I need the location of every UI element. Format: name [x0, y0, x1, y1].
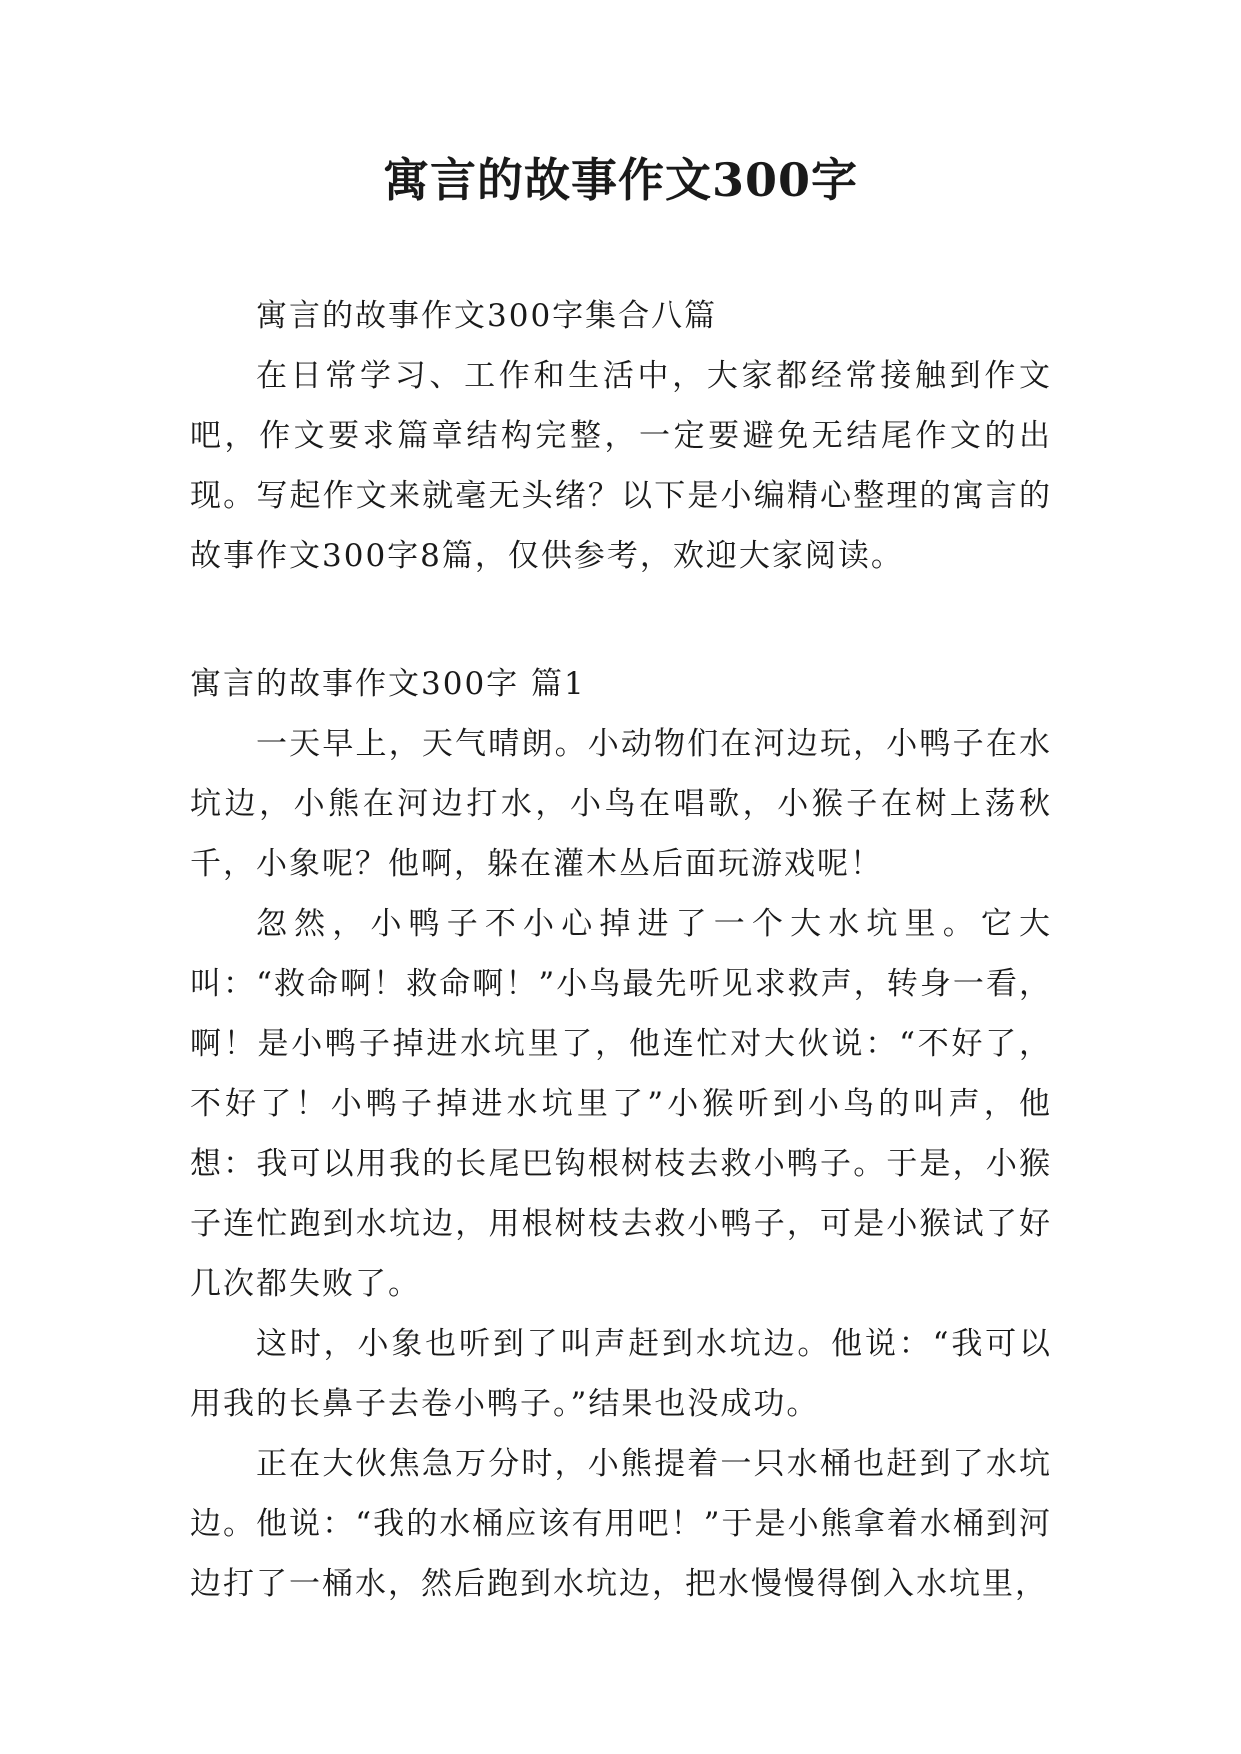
- story-paragraph-3: 这时，小象也听到了叫声赶到水坑边。他说：“我可以用我的长鼻子去卷小鸭子。”结果也没成功。: [190, 1326, 1052, 1422]
- document-subtitle: 寓言的故事作文300字集合八篇: [256, 298, 718, 334]
- section-spacer: [190, 586, 1052, 654]
- story-paragraph-4: 正在大伙焦急万分时，小熊提着一只水桶也赶到了水坑边。他说：“我的水桶应该有用吧！”于是小熊拿着水桶到河边打了一桶水，然后跑到水坑边，把水慢慢得倒入水坑里，: [190, 1446, 1052, 1602]
- document-body: [190, 286, 1052, 1614]
- section-heading: 寓言的故事作文300字 篇1: [190, 666, 586, 702]
- intro-paragraph: 在日常学习、工作和生活中，大家都经常接触到作文吧，作文要求篇章结构完整，一定要避免无结尾作文的出现。写起作文来就毫无头绪？以下是小编精心整理的寓言的故事作文300字8篇，仅供参考，欢迎大家阅读。: [190, 358, 1052, 574]
- story-paragraph-1: 一天早上，天气晴朗。小动物们在河边玩，小鸭子在水坑边，小熊在河边打水，小鸟在唱歌，小猴子在树上荡秋千，小象呢？他啊，躲在灌木丛后面玩游戏呢！: [190, 726, 1052, 882]
- story-paragraph-2: 忽然，小鸭子不小心掉进了一个大水坑里。它大叫：“救命啊！救命啊！”小鸟最先听见求救声，转身一看，啊！是小鸭子掉进水坑里了，他连忙对大伙说：“不好了，不好了！小鸭子掉进水坑里了”小猴听到小鸟的叫声，他想：我可以用我的长尾巴钩根树枝去救小鸭子。于是，小猴子连忙跑到水坑边，用根树枝去救小鸭子，可是小猴试了好几次都失败了。: [190, 906, 1052, 1302]
- document-title: 寓言的故事作文300字: [382, 153, 859, 207]
